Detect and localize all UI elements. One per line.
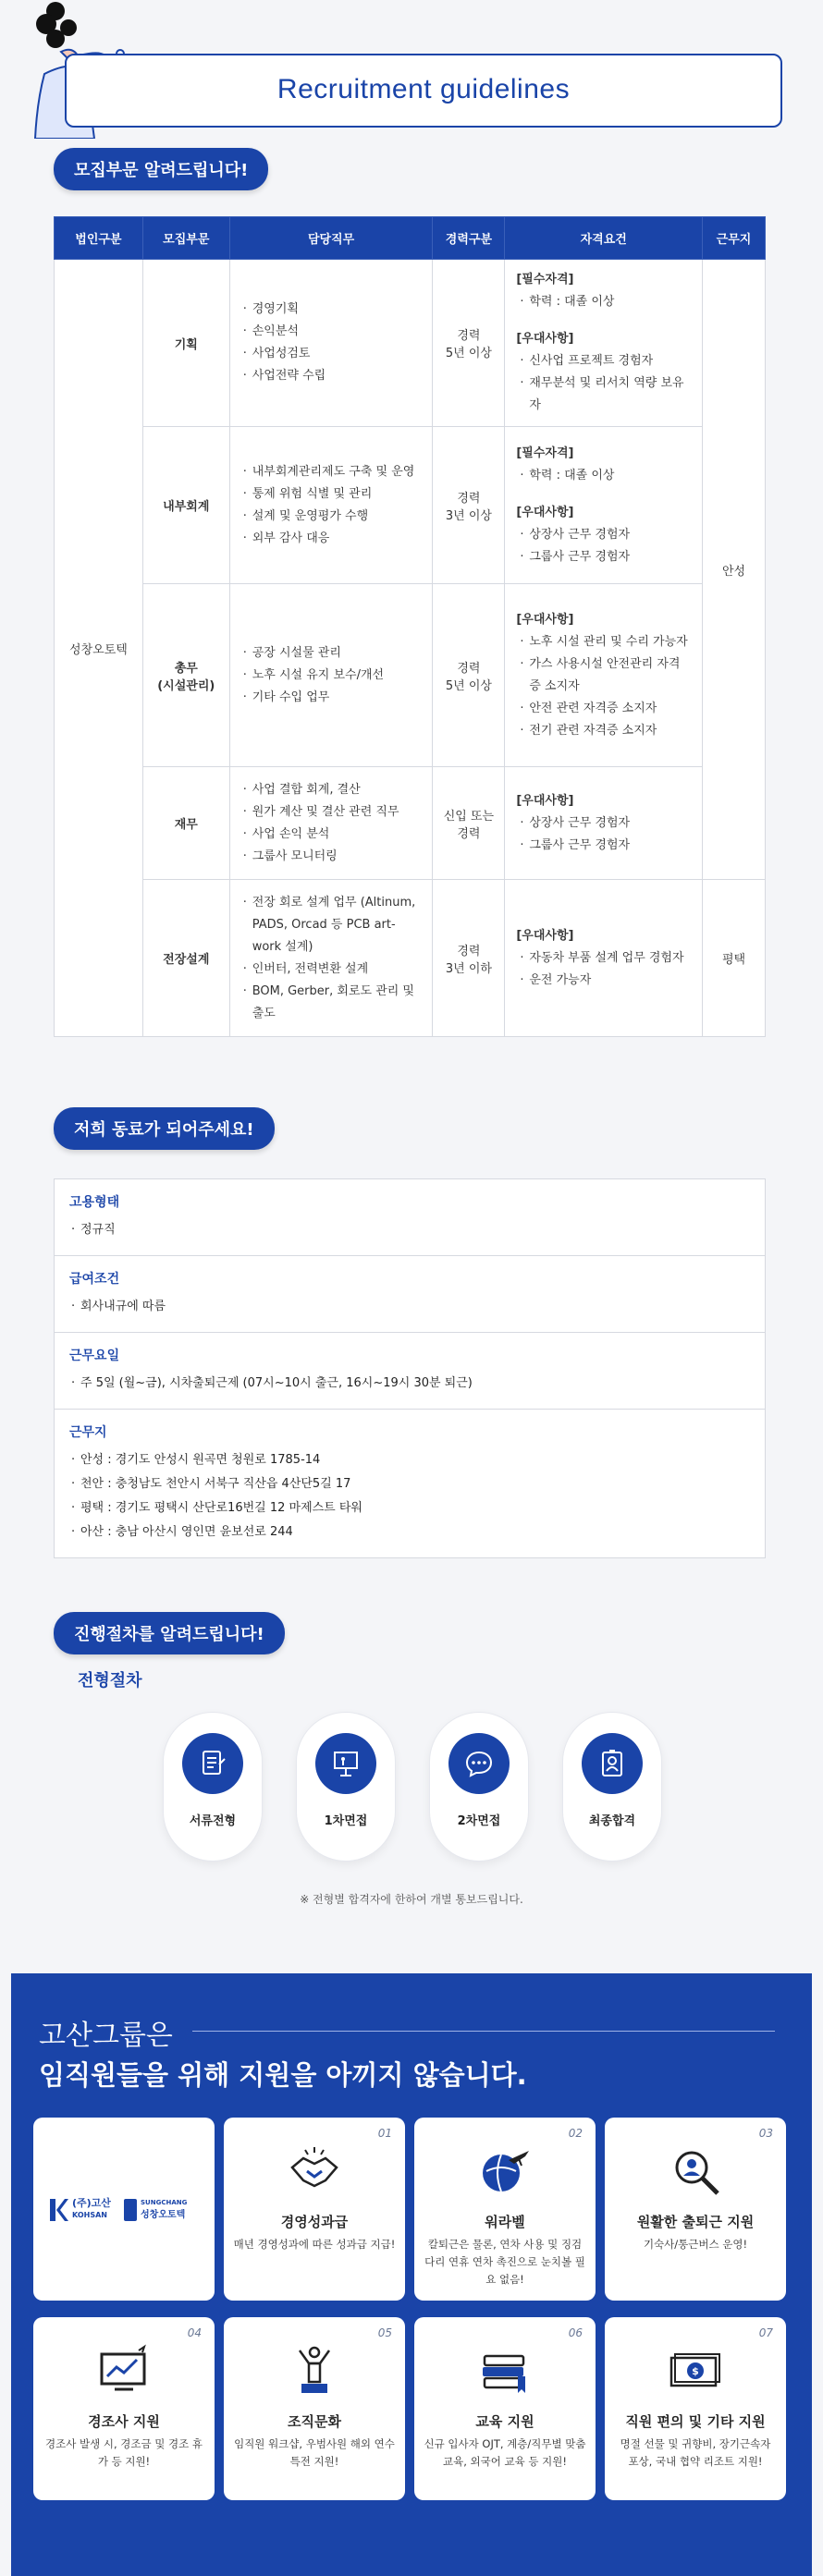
svg-text:$: $ <box>692 2365 699 2377</box>
step-label: 2차면접 <box>457 1814 501 1828</box>
card-desc: 매년 경영성과에 따른 성과급 지급! <box>233 2238 396 2251</box>
duty-item: · 사업성검토 <box>241 343 422 365</box>
magnifier-person-icon <box>668 2143 723 2199</box>
career-text: 신입 또는 <box>443 809 495 824</box>
qualification-cell <box>505 260 703 427</box>
step-label: 서류전형 <box>189 1814 237 1828</box>
dept-cell: 기획 <box>142 260 229 427</box>
qualification-item: · 재무분석 및 리서치 역량 보유자 <box>516 372 691 417</box>
info-section-location <box>55 1410 765 1557</box>
qualification-item: · 학력 : 대졸 이상 <box>516 465 691 487</box>
location-cell: 안성 <box>703 260 766 880</box>
qualification-item: · 학력 : 대졸 이상 <box>516 291 691 313</box>
recruitment-table <box>54 216 766 1037</box>
info-heading: 급여조건 <box>69 1272 120 1287</box>
career-text: 경력 <box>457 944 481 958</box>
duty-item: · 사업 결합 회계, 결산 <box>241 779 422 801</box>
table-row <box>55 427 766 584</box>
duty-item: · 내부회계관리제도 구축 및 운영 <box>241 461 422 483</box>
duty-item: · 원가 계산 및 결산 관련 직무 <box>241 801 422 824</box>
benefit-card <box>33 2317 215 2500</box>
qualification-item: · 그룹사 근무 경험자 <box>516 546 691 568</box>
career-text: 5년 이상 <box>445 678 492 693</box>
info-item: · 정규직 <box>69 1218 750 1242</box>
card-number: 02 <box>568 2127 583 2140</box>
logo-line: KOHSAN <box>72 2211 107 2219</box>
process-step <box>296 1712 396 1862</box>
card-number: 01 <box>377 2127 392 2140</box>
books-icon <box>477 2343 533 2399</box>
duty-item: · 노후 시설 유지 보수/개선 <box>241 665 422 687</box>
benefit-card <box>224 2118 405 2301</box>
card-title: 경조사 지원 <box>88 2413 160 2430</box>
document-icon <box>182 1733 243 1794</box>
company-cell: 성창오토텍 <box>55 260 143 1037</box>
career-cell <box>433 880 505 1037</box>
card-title: 교육 지원 <box>475 2413 534 2430</box>
duties-cell <box>229 767 433 880</box>
card-title: 워라벨 <box>485 2214 525 2230</box>
col-header-company: 법인구분 <box>55 217 143 260</box>
duty-item: · 사업 손익 분석 <box>241 824 422 846</box>
career-text: 경력 <box>457 826 481 841</box>
qualification-cell <box>505 880 703 1037</box>
logo-line: 성창오토텍 <box>141 2210 186 2220</box>
employment-info-box <box>54 1178 766 1558</box>
duties-cell <box>229 880 433 1037</box>
duties-cell <box>229 584 433 767</box>
duty-item: · 기타 수입 업무 <box>241 687 422 709</box>
handshake-icon <box>287 2143 342 2199</box>
qualification-item: · 노후 시설 관리 및 수리 가능자 <box>516 631 691 653</box>
benefits-heading-1: 고산그룹은 <box>39 2020 173 2052</box>
table-row <box>55 880 766 1037</box>
duty-item: · 전장 회로 설계 업무 (Altinum, PADS, Orcad 등 PCB art-work 설계) <box>241 892 422 958</box>
duty-item: · 설계 및 운영평가 수행 <box>241 506 422 528</box>
card-desc: 칼퇴근은 물론, 연차 사용 및 징검다리 연휴 연차 촉진으로 눈치볼 필요 없음! <box>424 2238 585 2286</box>
info-section-employment-type <box>55 1179 765 1256</box>
card-title: 원활한 출퇴근 지원 <box>636 2214 755 2230</box>
col-header-location: 근무지 <box>703 217 766 260</box>
card-title: 직원 편의 및 기타 지원 <box>625 2413 766 2430</box>
qualification-item: · 상장사 근무 경험자 <box>516 812 691 835</box>
career-text: 경력 <box>457 329 481 343</box>
qualification-cell <box>505 584 703 767</box>
card-desc: 경조사 발생 시, 경조금 및 경조 휴가 등 지원! <box>44 2437 203 2468</box>
qualification-item: · 운전 가능자 <box>516 970 691 992</box>
qualification-heading: [필수자격] <box>516 446 574 460</box>
card-number: 06 <box>568 2326 583 2339</box>
card-number: 03 <box>758 2127 773 2140</box>
dept-cell: 재무 <box>142 767 229 880</box>
process-step <box>429 1712 529 1862</box>
card-desc: 명절 선물 및 귀향비, 장기근속자 포상, 국내 협약 리조트 지원! <box>620 2437 771 2468</box>
duty-item: · 사업전략 수립 <box>241 365 422 387</box>
info-item: · 회사내규에 따름 <box>69 1295 750 1319</box>
header-banner <box>65 54 782 128</box>
col-header-career: 경력구분 <box>433 217 505 260</box>
card-desc: 신규 입사자 OJT, 계층/직무별 맞춤 교육, 외국어 교육 등 지원! <box>424 2437 586 2468</box>
duty-item: · 외부 감사 대응 <box>241 528 422 550</box>
benefit-card <box>605 2118 786 2301</box>
card-number: 04 <box>187 2326 202 2339</box>
duty-item: · 공장 시설물 관리 <box>241 642 422 665</box>
kohsan-logo-text <box>72 2197 111 2221</box>
info-heading: 근무요일 <box>69 1349 120 1363</box>
id-badge-icon <box>582 1733 643 1794</box>
duty-item: · 인버터, 전력변환 설계 <box>241 958 422 981</box>
card-title: 조직문화 <box>288 2413 341 2430</box>
career-cell <box>433 767 505 880</box>
duty-item: · 그룹사 모니터링 <box>241 846 422 868</box>
career-text: 경력 <box>457 661 481 676</box>
col-header-dept: 모집부문 <box>142 217 229 260</box>
qualification-heading: [우대사항] <box>516 793 574 808</box>
globe-plane-icon <box>477 2143 533 2199</box>
qualification-item: · 자동차 부품 설계 업무 경험자 <box>516 947 691 970</box>
divider <box>192 2031 775 2032</box>
trophy-person-icon <box>287 2343 342 2399</box>
qualification-heading: [우대사항] <box>516 612 574 627</box>
benefits-section <box>11 1973 812 2576</box>
qualification-heading: [우대사항] <box>516 332 574 346</box>
info-heading: 근무지 <box>69 1425 107 1440</box>
info-item: · 아산 : 충남 아산시 영인면 윤보선로 244 <box>69 1520 750 1544</box>
col-header-qualification: 자격요건 <box>505 217 703 260</box>
info-heading: 고용형태 <box>69 1195 120 1210</box>
benefit-card <box>414 2118 596 2301</box>
table-row <box>55 767 766 880</box>
career-cell <box>433 427 505 584</box>
qualification-item: · 상장사 근무 경험자 <box>516 524 691 546</box>
qualification-item: · 안전 관련 자격증 소지자 <box>516 698 691 720</box>
location-cell: 평택 <box>703 880 766 1037</box>
chart-monitor-icon <box>96 2343 152 2399</box>
card-title: 경영성과급 <box>280 2214 349 2230</box>
dept-line: 총무 <box>174 661 198 676</box>
career-text: 3년 이하 <box>445 961 492 976</box>
process-note: ※ 전형별 합격자에 한하여 개별 통보드립니다. <box>300 1893 523 1906</box>
info-item: · 평택 : 경기도 평택시 산단로16번길 12 마제스트 타워 <box>69 1496 750 1520</box>
table-row <box>55 260 766 427</box>
career-text: 5년 이상 <box>445 347 492 360</box>
qualification-heading: [우대사항] <box>516 928 574 943</box>
duty-item: · BOM, Gerber, 회로도 관리 및 출도 <box>241 981 422 1025</box>
col-header-duties: 담당직무 <box>229 217 433 260</box>
info-section-workdays <box>55 1333 765 1410</box>
logo-card <box>33 2118 215 2301</box>
section-pill-join: 저희 동료가 되어주세요! <box>54 1107 275 1150</box>
benefit-card <box>224 2317 405 2500</box>
qualification-cell <box>505 427 703 584</box>
qualification-item: · 그룹사 근무 경험자 <box>516 835 691 857</box>
step-label: 최종합격 <box>588 1814 636 1828</box>
card-desc: 기숙사/통근버스 운영! <box>643 2238 748 2251</box>
section-pill-recruitment: 모집부문 알려드립니다! <box>54 148 268 190</box>
dept-line: (시설관리) <box>157 678 215 693</box>
career-cell <box>433 260 505 427</box>
process-step <box>163 1712 263 1862</box>
dept-cell: 내부회계 <box>142 427 229 584</box>
section-pill-process: 진행절차를 알려드립니다! <box>54 1612 285 1654</box>
qualification-cell <box>505 767 703 880</box>
qualification-item: · 전기 관련 자격증 소지자 <box>516 720 691 742</box>
logo-line: SUNGCHANG <box>141 2199 188 2206</box>
career-cell <box>433 584 505 767</box>
info-section-salary <box>55 1256 765 1333</box>
card-desc: 임직원 워크샵, 우범사원 해외 연수 특전 지원! <box>234 2437 395 2468</box>
info-item: · 천안 : 충청남도 천안시 서북구 직산읍 4산단5길 17 <box>69 1472 750 1496</box>
benefit-card <box>414 2317 596 2500</box>
qualification-item: · 가스 사용시설 안전관리 자격증 소지자 <box>516 653 691 698</box>
presentation-icon <box>315 1733 376 1794</box>
qualification-heading: [필수자격] <box>516 273 574 287</box>
duties-cell <box>229 427 433 584</box>
dept-cell: 전장설계 <box>142 880 229 1037</box>
sungchang-logo-text <box>141 2197 187 2221</box>
duties-cell <box>229 260 433 427</box>
info-item: · 주 5일 (월~금), 시차출퇴근제 (07시~10시 출근, 16시~19시 30분 퇴근) <box>69 1372 750 1396</box>
benefits-heading-2: 임직원들을 위해 지원을 아끼지 않습니다. <box>39 2059 527 2091</box>
card-number: 07 <box>758 2326 773 2339</box>
money-icon <box>668 2343 723 2399</box>
process-step <box>562 1712 662 1862</box>
duty-item: · 손익분석 <box>241 321 422 343</box>
career-text: 경력 <box>457 491 481 506</box>
table-row <box>55 584 766 767</box>
dept-cell <box>142 584 229 767</box>
info-item: · 안성 : 경기도 안성시 원곡면 청원로 1785-14 <box>69 1448 750 1472</box>
qualification-heading: [우대사항] <box>516 505 574 519</box>
page-title: Recruitment guidelines <box>276 74 571 104</box>
step-label: 1차면접 <box>324 1814 368 1828</box>
table-header-row <box>55 217 766 260</box>
process-title: 전형절차 <box>78 1671 142 1691</box>
benefit-card <box>605 2317 786 2500</box>
duty-item: · 통제 위험 식별 및 관리 <box>241 483 422 506</box>
chat-icon <box>448 1733 510 1794</box>
logo-line: (주)고산 <box>72 2197 111 2209</box>
duty-item: · 경영기획 <box>241 299 422 321</box>
career-text: 3년 이상 <box>445 508 492 523</box>
qualification-item: · 신사업 프로젝트 경험자 <box>516 350 691 372</box>
card-number: 05 <box>377 2326 392 2339</box>
